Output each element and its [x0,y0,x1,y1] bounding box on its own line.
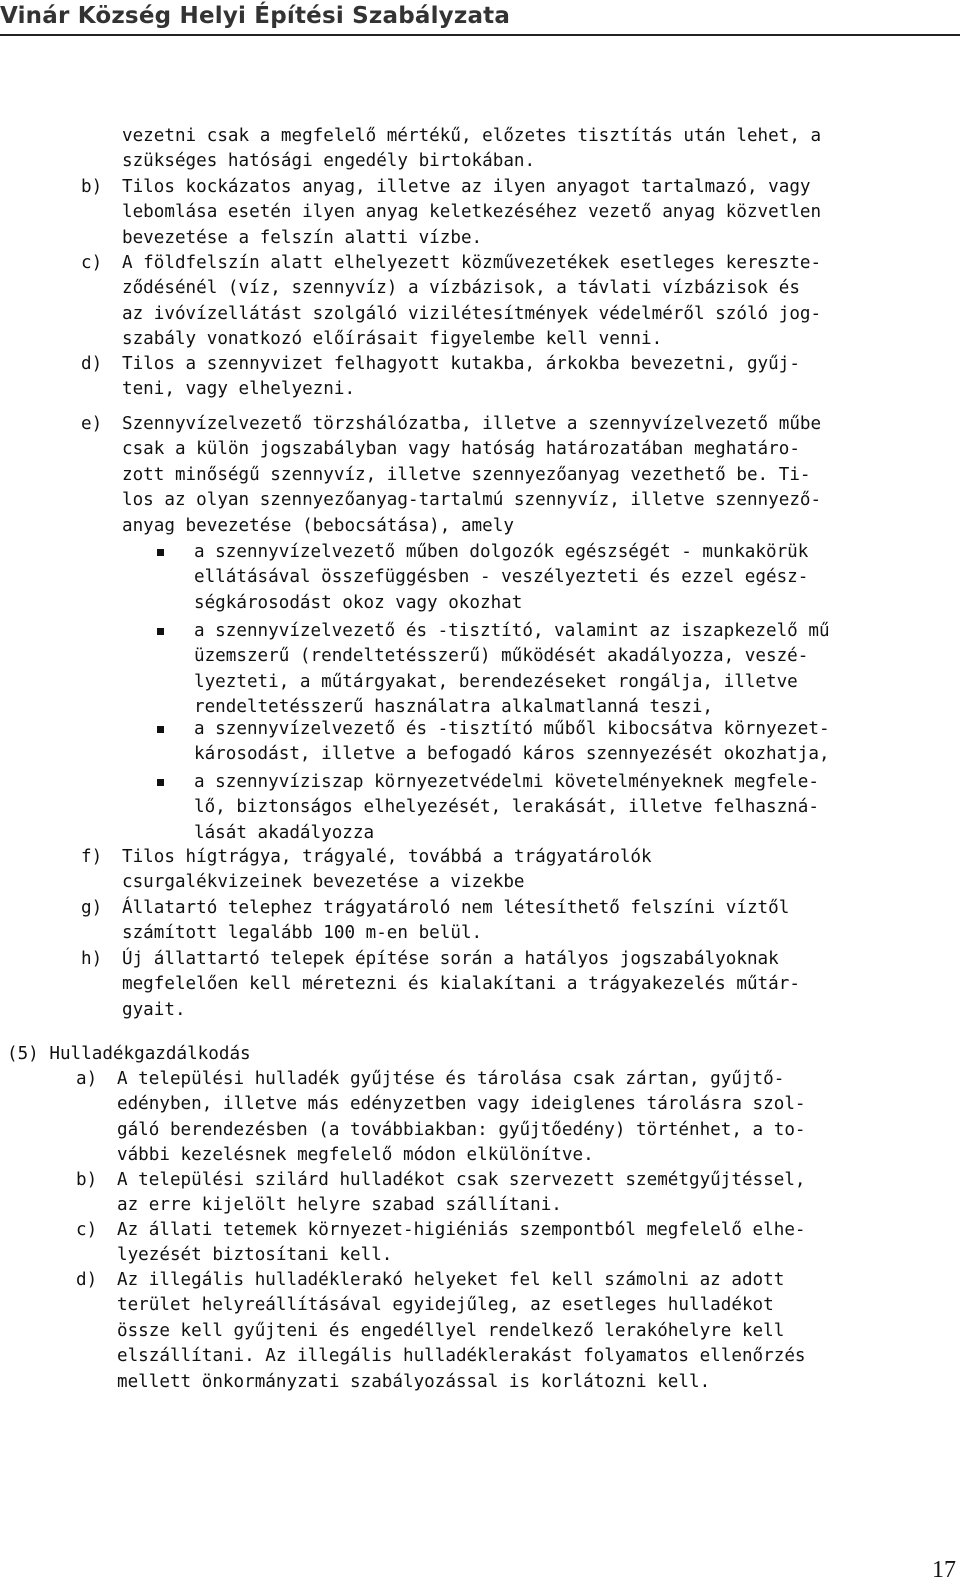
list-marker: b) [76,1170,98,1190]
list-marker: f) [81,847,103,867]
list-item-text: Az illegális hulladéklerakó helyeket fel kell számolni az adott terület helyreállításával egyidejűleg, az esetleges hulladékot össze kell gyűjteni és engedéllyel rendelkező lerakóhelyre kell elszállítani. Az illegális hulladéklerakást folyamatos ellenőrzés mellett önkormányzati szabályozással is korlátozni kell. [117,1270,806,1392]
document-title: Vinár Község Helyi Építési Szabályzata [0,3,511,29]
page-number: 17 [932,1557,956,1583]
paragraph-text: vezetni csak a megfelelő mértékű, előzetes tisztítás után lehet, a szükséges hatósági engedély birtokában. [122,126,822,172]
bullet-square-icon [157,549,164,556]
list-marker: d) [76,1270,98,1290]
section-5-heading: (5) Hulladékgazdálkodás [7,1044,251,1064]
bullet-text: a szennyvízelvezető műben dolgozók egészségét - munkakörük ellátásával összefüggésben - veszélyezteti és ezzel egész- ségkárosodást okoz vagy okozhat [194,542,809,613]
paragraph-continuation [0,124,960,176]
list-item-text: Állatartó telephez trágyatároló nem létesíthető felszíni víztől számított legalább 100 m-en belül. [122,898,790,944]
list-item-text: Tilos kockázatos anyag, illetve az ilyen anyagot tartalmazó, vagy lebomlása esetén ilyen anyag keletkezéséhez vezető anyag közvetlen bevezetése a felszín alatti vízbe. [122,177,822,248]
list-marker: b) [81,177,103,197]
list-item-text: A földfelszín alatt elhelyezett közművezetékek esetleges kereszte- ződésénél (víz, szennyvíz) a vízbázisok, a távlati vízbázisok és az ivóvízellátást szolgáló vizilétesítmények védelméről szóló jog- szabály vonatkozó előírásait figyelembe kell venni. [122,253,822,350]
list-item-text: Új állattartó telepek építése során a hatályos jogszabályoknak megfelelően kell méretezni és kialakítani a trágyakezelés műtár- gyait. [122,949,800,1020]
list-item-text: A települési hulladék gyűjtése és tárolása csak zártan, gyűjtő- edényben, illetve más edényzetben vagy ideiglenes tárolásra szol- gáló berendezésben (a továbbiakban: gyűjtőedény) történhet, a to- vábbi kezelésnek megfelelő módon elkülönítve. [117,1069,806,1166]
bullet-square-icon [157,726,164,733]
bullet-text: a szennyvíziszap környezetvédelmi követelményeknek megfele- lő, biztonságos elhelyezését, lerakását, illetve felhaszná- lását akadályozza [194,772,819,843]
bullet-text: a szennyvízelvezető és -tisztító, valamint az iszapkezelő mű üzemszerű (rendeltetésszerű) működését akadályozza, veszé- lyezteti, a műtárgyakat, berendezéseket rongálja, illetve rendeltetésszerű használatra alkalmatlanná teszi, [194,621,830,718]
list-marker: h) [81,949,103,969]
bullet-square-icon [157,779,164,786]
list-item-text: Az állati tetemek környezet-higiéniás szempontból megfelelő elhe- lyezését biztosítani kell. [117,1220,806,1266]
list-marker: e) [81,414,103,434]
list-marker: d) [81,354,103,374]
list-marker: g) [81,898,103,918]
list-item-text: Tilos a szennyvizet felhagyott kutakba, árkokba bevezetni, gyűj- teni, vagy elhelyezni. [122,354,800,400]
list-marker: c) [81,253,103,273]
list-item-text: Tilos hígtrágya, trágyalé, továbbá a trágyatárolók csurgalékvizeinek bevezetése a vizekbe [122,847,652,893]
bullet-square-icon [157,628,164,635]
page-header [0,0,960,36]
list-marker: a) [76,1069,98,1089]
list-item-text: Szennyvízelvezető törzshálózatba, illetve a szennyvízelvezető műbe csak a külön jogszabályban vagy hatóság határozatában meghatáro- zott minőségű szennyvíz, illetve szennyezőanyag vezethető be. Ti- los az olyan szennyezőanyag-tartalmú szennyvíz, illetve szennyező- anyag bevezetése (bebocsátása), amely [122,414,822,536]
bullet-text: a szennyvízelvezető és -tisztító műből kibocsátva környezet- károsodást, illetve a befogadó káros szennyezését okozhatja, [194,719,830,765]
list-item-text: A települési szilárd hulladékot csak szervezett szemétgyűjtéssel, az erre kijelölt helyre szabad szállítani. [117,1170,806,1216]
list-marker: c) [76,1220,98,1240]
